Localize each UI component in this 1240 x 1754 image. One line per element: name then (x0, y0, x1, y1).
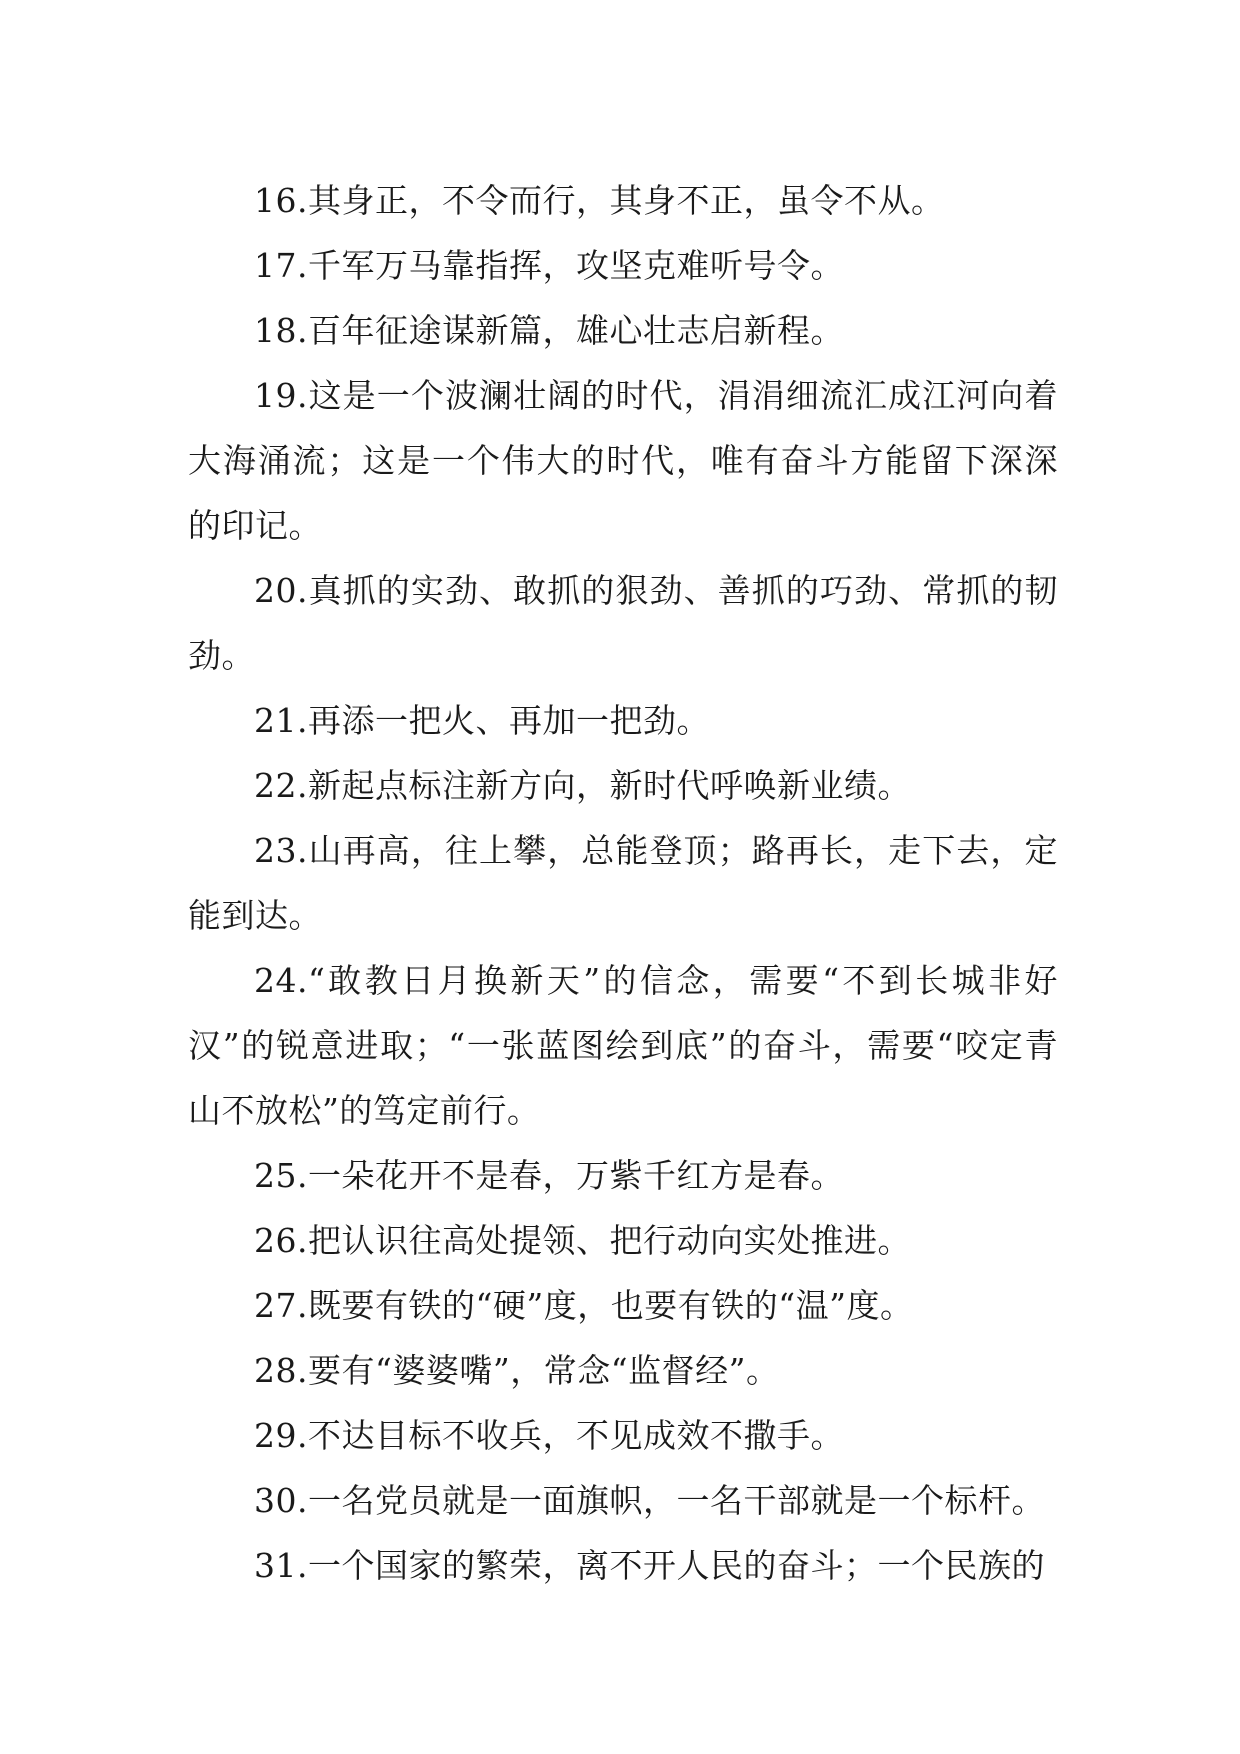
paragraph-28: 28.要有“婆婆嘴”，常念“监督经”。 (254, 1351, 780, 1390)
paragraph-18: 18.百年征途谋新篇，雄心壮志启新程。 (254, 311, 844, 350)
paragraph-27: 27.既要有铁的“硬”度，也要有铁的“温”度。 (254, 1286, 914, 1325)
paragraph-31: 31.一个国家的繁荣，离不开人民的奋斗；一个民族的 (254, 1546, 1045, 1585)
paragraph-30: 30.一名党员就是一面旗帜，一名干部就是一个标杆。 (254, 1481, 1045, 1520)
paragraph-21: 21.再添一把火、再加一把劲。 (254, 701, 710, 740)
paragraph-29: 29.不达目标不收兵，不见成效不撒手。 (254, 1416, 844, 1455)
document-body (188, 168, 1058, 1598)
paragraph-20: 20.真抓的实劲、敢抓的狠劲、善抓的巧劲、常抓的韧劲。 (188, 571, 1058, 675)
paragraph-16: 16.其身正，不令而行，其身不正，虽令不从。 (254, 181, 945, 220)
paragraph-24: 24.“敢教日月换新天”的信念，需要“不到长城非好汉”的锐意进取；“一张蓝图绘到底”的奋斗，需要“咬定青山不放松”的笃定前行。 (188, 961, 1058, 1130)
paragraph-22: 22.新起点标注新方向，新时代呼唤新业绩。 (254, 766, 911, 805)
paragraph-25: 25.一朵花开不是春，万紫千红方是春。 (254, 1156, 844, 1195)
paragraph-19: 19.这是一个波澜壮阔的时代，涓涓细流汇成江河向着大海涌流；这是一个伟大的时代，唯有奋斗方能留下深深的印记。 (188, 376, 1058, 545)
paragraph-17: 17.千军万马靠指挥，攻坚克难听号令。 (254, 246, 844, 285)
paragraph-26: 26.把认识往高处提领、把行动向实处推进。 (254, 1221, 911, 1260)
paragraph-23: 23.山再高，往上攀，总能登顶；路再长，走下去，定能到达。 (188, 831, 1058, 935)
